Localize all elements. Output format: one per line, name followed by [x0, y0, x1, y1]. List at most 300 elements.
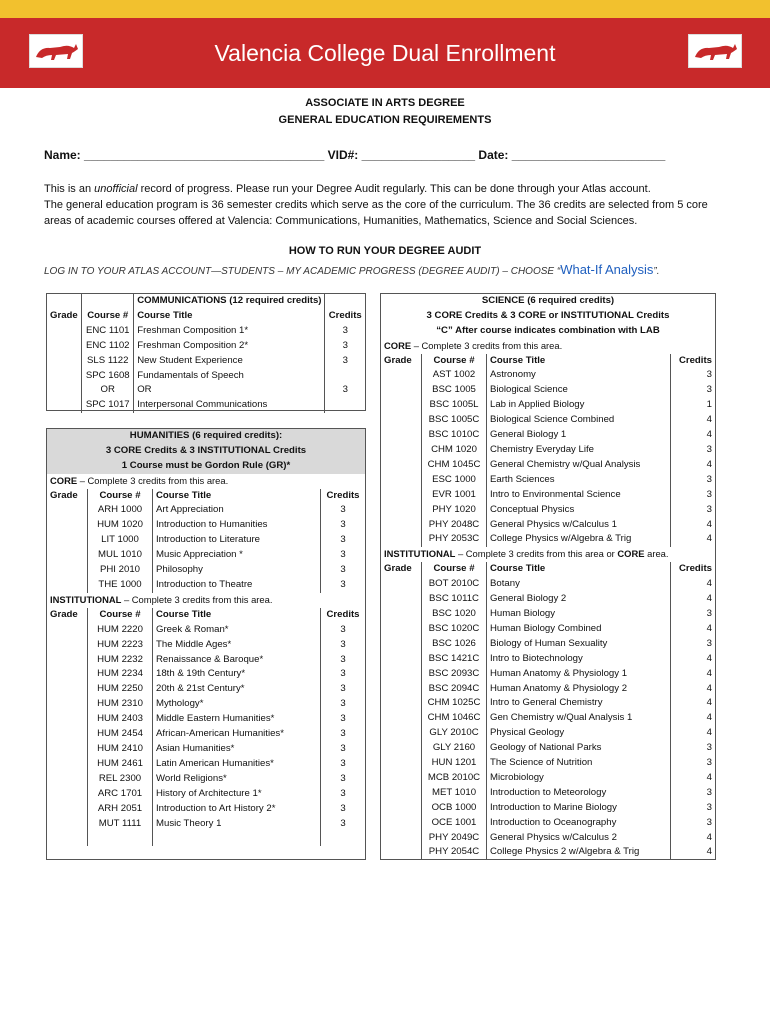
- grade-cell[interactable]: [47, 383, 82, 398]
- course-title: 20th & 21st Century*: [153, 682, 321, 697]
- grade-cell[interactable]: [381, 488, 422, 503]
- grade-cell[interactable]: [381, 652, 422, 667]
- course-row: [381, 458, 715, 473]
- course-title: Music Theory 1: [153, 817, 321, 832]
- top-accent-bar: [0, 0, 770, 18]
- credits-header: Credits: [328, 309, 362, 321]
- course-credits: 4: [706, 414, 712, 426]
- course-number: HUM 2410: [88, 742, 153, 757]
- course-row: [381, 756, 715, 771]
- course-credits: 4: [706, 667, 712, 679]
- course-title: Introduction to Art History 2*: [153, 802, 321, 817]
- grade-cell[interactable]: [47, 369, 82, 384]
- course-row: [47, 787, 365, 802]
- course-row: [381, 652, 715, 667]
- course-number: BSC 2093C: [422, 667, 487, 682]
- login-instructions: LOG IN TO YOUR ATLAS ACCOUNT—STUDENTS – MY ACADEMIC PROGRESS (DEGREE AUDIT) – CHOOSE “What-If Analysis”.: [44, 262, 660, 277]
- course-row: [381, 488, 715, 503]
- course-title: Biological Science: [487, 383, 671, 398]
- grade-cell[interactable]: [381, 831, 422, 846]
- grade-cell[interactable]: [47, 787, 88, 802]
- course-number: BOT 2010C: [422, 577, 487, 592]
- grade-cell[interactable]: [47, 667, 88, 682]
- course-credits: 3: [340, 713, 346, 725]
- course-credits: 3: [340, 504, 346, 516]
- course-number: HUM 2232: [88, 653, 153, 668]
- course-row: [47, 578, 365, 593]
- course-row: [381, 741, 715, 756]
- course-number: HUM 2220: [88, 623, 153, 638]
- course-row: [381, 726, 715, 741]
- course-credits: 4: [706, 831, 712, 843]
- course-number: EVR 1001: [422, 488, 487, 503]
- course-row: [47, 727, 365, 742]
- grade-header: Grade: [381, 562, 422, 577]
- grade-cell[interactable]: [47, 548, 88, 563]
- course-number: PHY 2049C: [422, 831, 487, 846]
- course-row: [47, 503, 365, 518]
- requirements-title: GENERAL EDUCATION REQUIREMENTS: [278, 114, 492, 126]
- course-row: [47, 667, 365, 682]
- course-row: [381, 577, 715, 592]
- grade-cell[interactable]: [381, 503, 422, 518]
- grade-cell[interactable]: [47, 503, 88, 518]
- course-title: Philosophy: [153, 563, 321, 578]
- course-credits: 4: [706, 533, 712, 545]
- course-row: [47, 697, 365, 712]
- course-credits: 4: [706, 727, 712, 739]
- grade-cell[interactable]: [381, 532, 422, 547]
- course-title: Asian Humanities*: [153, 742, 321, 757]
- course-number: HUM 2223: [88, 638, 153, 653]
- course-title: Human Biology Combined: [487, 622, 671, 637]
- course-title: Human Anatomy & Physiology 2: [487, 682, 671, 697]
- course-title: Earth Sciences: [487, 473, 671, 488]
- course-row: [381, 786, 715, 801]
- course-title: History of Architecture 1*: [153, 787, 321, 802]
- course-credits: 4: [706, 458, 712, 470]
- course-credits: 3: [706, 607, 712, 619]
- course-title: Introduction to Theatre: [153, 578, 321, 593]
- course-credits: 3: [706, 742, 712, 754]
- course-credits: [325, 369, 365, 384]
- course-title: The Middle Ages*: [153, 638, 321, 653]
- science-institutional-note: INSTITUTIONAL – Complete 3 credits from this area or CORE area.: [384, 548, 669, 560]
- course-number: BSC 1011C: [422, 592, 487, 607]
- grade-cell[interactable]: [381, 816, 422, 831]
- humanities-core-note: CORE – Complete 3 credits from this area.: [50, 474, 229, 486]
- course-number: LIT 1000: [88, 533, 153, 548]
- howto-heading: HOW TO RUN YOUR DEGREE AUDIT: [288, 245, 482, 257]
- grade-cell[interactable]: [381, 383, 422, 398]
- course-row: [381, 682, 715, 697]
- course-number: BSC 1020C: [422, 622, 487, 637]
- course-title: Renaissance & Baroque*: [153, 653, 321, 668]
- course-row: [47, 563, 365, 578]
- grade-cell[interactable]: [47, 712, 88, 727]
- course-row: [47, 354, 365, 369]
- grade-cell[interactable]: [381, 607, 422, 622]
- course-credits: 3: [340, 742, 346, 754]
- course-row: [381, 592, 715, 607]
- degree-title: ASSOCIATE IN ARTS DEGREE: [305, 97, 465, 109]
- course-row: [381, 831, 715, 846]
- course-number: BSC 1020: [422, 607, 487, 622]
- course-title: Microbiology: [487, 771, 671, 786]
- course-row: [381, 622, 715, 637]
- course-row: [47, 682, 365, 697]
- course-row: [47, 817, 365, 832]
- grade-cell[interactable]: [381, 741, 422, 756]
- course-title: Introduction to Marine Biology: [487, 801, 671, 816]
- grade-cell[interactable]: [381, 428, 422, 443]
- course-credits: 4: [706, 429, 712, 441]
- course-row: [381, 473, 715, 488]
- grade-cell[interactable]: [47, 324, 82, 339]
- course-title: College Physics w/Algebra & Trig: [487, 532, 671, 547]
- course-row: [381, 667, 715, 682]
- course-title: African-American Humanities*: [153, 727, 321, 742]
- course-row: [381, 607, 715, 622]
- course-credits: 1: [706, 399, 712, 411]
- course-credits: 3: [340, 802, 346, 814]
- course-number: PHY 1020: [422, 503, 487, 518]
- course-number: OCE 1001: [422, 816, 487, 831]
- course-number: SPC 1608: [82, 369, 134, 384]
- grade-cell[interactable]: [47, 817, 88, 832]
- humanities-institutional-note: INSTITUTIONAL – Complete 3 credits from this area.: [50, 593, 273, 605]
- course-number: BSC 1421C: [422, 652, 487, 667]
- course-credits: 4: [706, 846, 712, 858]
- grade-header: Grade: [381, 354, 422, 369]
- grade-cell[interactable]: [47, 354, 82, 369]
- course-title: Latin American Humanities*: [153, 757, 321, 772]
- grade-cell[interactable]: [381, 622, 422, 637]
- course-title-header: Course Title: [153, 608, 321, 623]
- course-number-header: Course #: [422, 354, 487, 369]
- course-credits: 3: [706, 369, 712, 381]
- course-row: [47, 623, 365, 638]
- lab-combination-note: “C” After course indicates combination with LAB: [381, 324, 715, 339]
- course-title: Introduction to Literature: [153, 533, 321, 548]
- course-number: HUM 2250: [88, 682, 153, 697]
- what-if-analysis-link[interactable]: What-If Analysis: [560, 262, 654, 277]
- course-credits: 3: [340, 534, 346, 546]
- grade-header: Grade: [47, 608, 88, 623]
- course-title-header: Course Title: [134, 309, 325, 324]
- course-title-header: Course Title: [153, 489, 321, 504]
- course-row: [47, 772, 365, 787]
- course-number: AST 1002: [422, 368, 487, 383]
- grade-cell[interactable]: [47, 802, 88, 817]
- course-number-header: Course #: [82, 309, 134, 324]
- science-subheading: 3 CORE Credits & 3 CORE or INSTITUTIONAL Credits: [381, 309, 715, 324]
- course-number: HUM 1020: [88, 518, 153, 533]
- course-credits: 3: [706, 757, 712, 769]
- grade-cell[interactable]: [381, 592, 422, 607]
- course-number: MUL 1010: [88, 548, 153, 563]
- blank-row: [47, 831, 365, 846]
- grade-cell[interactable]: [47, 653, 88, 668]
- course-credits: 3: [342, 384, 348, 396]
- course-number: BSC 2094C: [422, 682, 487, 697]
- course-number-header: Course #: [88, 608, 153, 623]
- grade-cell[interactable]: [47, 638, 88, 653]
- grade-cell[interactable]: [47, 398, 82, 413]
- course-credits: 3: [340, 817, 346, 829]
- program-paragraph: The general education program is 36 semester credits which serve as the core of the curriculum. The 36 credits are selected from 5 core areas of academic courses offered at Valencia: Communications, Humanities, Mathematics, Science and Social Sciences.: [44, 199, 708, 227]
- grade-cell[interactable]: [381, 637, 422, 652]
- course-credits: [325, 398, 365, 413]
- course-number: ESC 1000: [422, 473, 487, 488]
- course-title: Physical Geology: [487, 726, 671, 741]
- credits-header: Credits: [326, 608, 360, 620]
- course-number: BSC 1010C: [422, 428, 487, 443]
- course-number: BSC 1005C: [422, 413, 487, 428]
- course-row: [381, 532, 715, 547]
- course-credits: 4: [706, 682, 712, 694]
- course-title: Introduction to Oceanography: [487, 816, 671, 831]
- course-row: [381, 368, 715, 383]
- course-row: [47, 533, 365, 548]
- grade-header: Grade: [47, 489, 88, 504]
- course-credits: 3: [340, 623, 346, 635]
- course-credits: 4: [706, 593, 712, 605]
- science-table: [380, 293, 716, 860]
- gordon-rule-note: 1 Course must be Gordon Rule (GR)*: [47, 459, 365, 474]
- course-credits: 3: [706, 444, 712, 456]
- grade-cell[interactable]: [381, 413, 422, 428]
- course-row: [381, 398, 715, 413]
- grade-cell[interactable]: [47, 727, 88, 742]
- course-credits: 3: [706, 473, 712, 485]
- grade-header: Grade: [47, 309, 82, 324]
- course-title: Interpersonal Communications: [134, 398, 325, 413]
- course-number: PHY 2054C: [422, 845, 487, 860]
- course-credits: 3: [340, 772, 346, 784]
- course-credits: 3: [340, 787, 346, 799]
- course-credits: 3: [340, 728, 346, 740]
- course-credits: 3: [706, 488, 712, 500]
- course-title: General Physics w/Calculus 2: [487, 831, 671, 846]
- course-title: Introduction to Meteorology: [487, 786, 671, 801]
- course-title: Music Appreciation *: [153, 548, 321, 563]
- communications-table: [46, 293, 366, 411]
- grade-cell[interactable]: [381, 845, 422, 860]
- course-credits: 3: [340, 683, 346, 695]
- course-row: [381, 413, 715, 428]
- course-title: General Biology 2: [487, 592, 671, 607]
- course-title: Intro to Environmental Science: [487, 488, 671, 503]
- course-credits: 3: [340, 668, 346, 680]
- course-row: [47, 653, 365, 668]
- course-credits: 3: [340, 757, 346, 769]
- course-row: [381, 518, 715, 533]
- course-row: [47, 518, 365, 533]
- grade-cell[interactable]: [381, 473, 422, 488]
- course-row: [47, 369, 365, 384]
- course-title: OR: [134, 383, 325, 398]
- course-title: World Religions*: [153, 772, 321, 787]
- grade-cell[interactable]: [47, 578, 88, 593]
- course-credits: 3: [340, 549, 346, 561]
- course-title: Gen Chemistry w/Qual Analysis 1: [487, 711, 671, 726]
- course-credits: 3: [706, 786, 712, 798]
- grade-cell[interactable]: [381, 756, 422, 771]
- course-credits: 4: [706, 697, 712, 709]
- course-title: Biology of Human Sexuality: [487, 637, 671, 652]
- course-number: GLY 2160: [422, 741, 487, 756]
- intro-paragraph: This is an unofficial record of progress. Please run your Degree Audit regularly. This can be done through your Atlas account.: [44, 183, 651, 195]
- science-core-note: CORE – Complete 3 credits from this area.: [384, 339, 563, 351]
- course-number: HUM 2403: [88, 712, 153, 727]
- course-number: THE 1000: [88, 578, 153, 593]
- grade-cell[interactable]: [47, 697, 88, 712]
- grade-cell[interactable]: [47, 533, 88, 548]
- course-number: PHY 2053C: [422, 532, 487, 547]
- science-heading: SCIENCE (6 required credits): [381, 294, 715, 309]
- course-row: [381, 845, 715, 860]
- course-number: ENC 1102: [82, 339, 134, 354]
- course-title: General Biology 1: [487, 428, 671, 443]
- course-title: Conceptual Physics: [487, 503, 671, 518]
- course-row: [47, 398, 365, 413]
- grade-cell[interactable]: [381, 786, 422, 801]
- grade-cell[interactable]: [381, 368, 422, 383]
- course-row: [47, 638, 365, 653]
- course-title: The Science of Nutrition: [487, 756, 671, 771]
- course-number: MCB 2010C: [422, 771, 487, 786]
- credits-header: Credits: [678, 354, 712, 366]
- course-number: BSC 1005L: [422, 398, 487, 413]
- course-title: Human Anatomy & Physiology 1: [487, 667, 671, 682]
- course-row: [381, 771, 715, 786]
- course-title: Mythology*: [153, 697, 321, 712]
- course-credits: 3: [340, 638, 346, 650]
- course-title: College Physics 2 w/Algebra & Trig: [487, 845, 671, 860]
- course-number: OR: [82, 383, 134, 398]
- course-credits: 3: [340, 579, 346, 591]
- course-number: PHI 2010: [88, 563, 153, 578]
- course-title: Human Biology: [487, 607, 671, 622]
- course-number: CHM 1025C: [422, 696, 487, 711]
- course-title: Chemistry Everyday Life: [487, 443, 671, 458]
- course-title: General Chemistry w/Qual Analysis: [487, 458, 671, 473]
- humanities-table: [46, 428, 366, 860]
- course-number: PHY 2048C: [422, 518, 487, 533]
- grade-cell[interactable]: [47, 682, 88, 697]
- course-row: [47, 548, 365, 563]
- course-number: ENC 1101: [82, 324, 134, 339]
- course-number-header: Course #: [88, 489, 153, 504]
- humanities-subheading: 3 CORE Credits & 3 INSTITUTIONAL Credits: [47, 444, 365, 459]
- course-title: Biological Science Combined: [487, 413, 671, 428]
- course-row: [47, 324, 365, 339]
- grade-cell[interactable]: [381, 518, 422, 533]
- course-credits: 3: [342, 324, 348, 336]
- course-number: GLY 2010C: [422, 726, 487, 741]
- grade-cell[interactable]: [381, 458, 422, 473]
- grade-cell[interactable]: [381, 801, 422, 816]
- course-title: Freshman Composition 2*: [134, 339, 325, 354]
- course-row: [47, 383, 365, 398]
- course-title-header: Course Title: [487, 354, 671, 369]
- grade-cell[interactable]: [47, 563, 88, 578]
- course-credits: 3: [340, 519, 346, 531]
- course-title: Greek & Roman*: [153, 623, 321, 638]
- grade-cell[interactable]: [381, 711, 422, 726]
- grade-cell[interactable]: [47, 742, 88, 757]
- course-title: Intro to General Chemistry: [487, 696, 671, 711]
- grade-cell[interactable]: [381, 682, 422, 697]
- grade-cell[interactable]: [381, 398, 422, 413]
- grade-cell[interactable]: [47, 623, 88, 638]
- grade-cell[interactable]: [47, 757, 88, 772]
- course-credits: 3: [706, 503, 712, 515]
- grade-cell[interactable]: [47, 518, 88, 533]
- course-number: HUM 2461: [88, 757, 153, 772]
- course-title: Astronomy: [487, 368, 671, 383]
- grade-cell[interactable]: [381, 667, 422, 682]
- course-title: Freshman Composition 1*: [134, 324, 325, 339]
- grade-cell[interactable]: [381, 726, 422, 741]
- course-credits: 4: [706, 518, 712, 530]
- course-number: ARC 1701: [88, 787, 153, 802]
- course-number: CHM 1020: [422, 443, 487, 458]
- course-credits: 3: [340, 564, 346, 576]
- course-row: [47, 802, 365, 817]
- course-title: 18th & 19th Century*: [153, 667, 321, 682]
- course-title: Botany: [487, 577, 671, 592]
- course-number: SPC 1017: [82, 398, 134, 413]
- course-row: [47, 339, 365, 354]
- page-title: Valencia College Dual Enrollment: [214, 40, 556, 66]
- course-number: HUM 2454: [88, 727, 153, 742]
- grade-cell[interactable]: [381, 696, 422, 711]
- course-credits: 4: [706, 622, 712, 634]
- course-row: [381, 696, 715, 711]
- course-title: Middle Eastern Humanities*: [153, 712, 321, 727]
- grade-cell[interactable]: [47, 772, 88, 787]
- course-title: Lab in Applied Biology: [487, 398, 671, 413]
- course-title-header: Course Title: [487, 562, 671, 577]
- student-info-line[interactable]: Name: ____________________________________ VID#: _________________ Date: _______________________: [44, 148, 666, 162]
- course-row: [381, 383, 715, 398]
- course-row: [381, 443, 715, 458]
- course-row: [47, 742, 365, 757]
- course-credits: 3: [706, 384, 712, 396]
- course-title: Introduction to Humanities: [153, 518, 321, 533]
- course-number: HUN 1201: [422, 756, 487, 771]
- credits-header: Credits: [678, 563, 712, 575]
- grade-cell[interactable]: [381, 771, 422, 786]
- course-number: ARH 1000: [88, 503, 153, 518]
- grade-cell[interactable]: [47, 339, 82, 354]
- grade-cell[interactable]: [381, 443, 422, 458]
- course-number: CHM 1045C: [422, 458, 487, 473]
- course-credits: 3: [706, 637, 712, 649]
- course-number: CHM 1046C: [422, 711, 487, 726]
- course-row: [381, 428, 715, 443]
- course-number: BSC 1005: [422, 383, 487, 398]
- course-number: SLS 1122: [82, 354, 134, 369]
- course-number: REL 2300: [88, 772, 153, 787]
- course-title: Geology of National Parks: [487, 741, 671, 756]
- grade-cell[interactable]: [381, 577, 422, 592]
- communications-heading: COMMUNICATIONS (12 required credits): [134, 294, 325, 309]
- course-number: BSC 1026: [422, 637, 487, 652]
- course-row: [381, 711, 715, 726]
